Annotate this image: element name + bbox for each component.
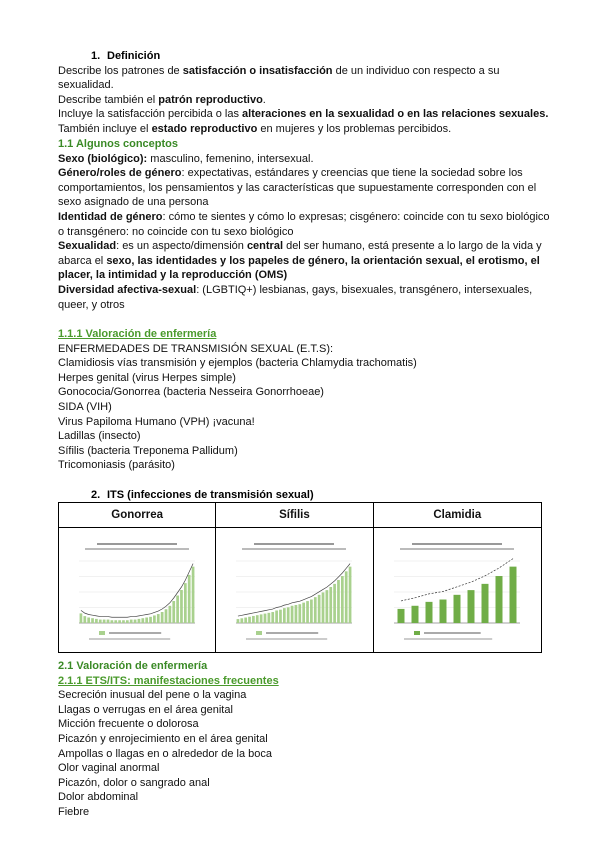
definition-line: Describe los patrones de satisfacción o insatisfacción de un individuo con respecto a su sexualidad. xyxy=(58,64,500,92)
legend-swatch xyxy=(99,631,105,635)
chart-bar xyxy=(165,609,168,623)
chart-bar xyxy=(103,620,106,623)
section-2-heading: 2. ITS (infecciones de transmisión sexual) xyxy=(91,489,314,501)
chart-bar xyxy=(241,618,244,623)
chart-trend-line xyxy=(238,564,350,616)
list-item: Virus Papiloma Humano (VPH) ¡vacuna! xyxy=(58,415,255,428)
sifilis-chart xyxy=(224,535,364,645)
chart-bar xyxy=(276,610,279,623)
chart-caption-line xyxy=(97,543,177,545)
chart-bar xyxy=(482,584,489,623)
chart-bar xyxy=(91,618,94,623)
list-item: Picazón, dolor o sangrado anal xyxy=(58,776,210,789)
chart-bar xyxy=(188,575,191,623)
chart-bar xyxy=(260,614,263,623)
chart-bar xyxy=(157,614,160,623)
chart-bar xyxy=(84,616,87,623)
chart-bar xyxy=(398,609,405,623)
chart-bar xyxy=(99,620,102,623)
section-1 xyxy=(58,49,558,137)
definition-line: También incluye el estado reproductivo en mujeres y los problemas percibidos. xyxy=(58,122,452,135)
chart-caption-line xyxy=(242,548,346,550)
legend-swatch xyxy=(414,631,420,635)
list-item: Tricomoniasis (parásito) xyxy=(58,459,175,472)
gonorrea-chart xyxy=(67,535,207,645)
chart-bar xyxy=(80,613,83,623)
valoracion-1-section xyxy=(58,327,558,473)
chart-bar xyxy=(169,606,172,623)
table-header-sifilis: Sífilis xyxy=(216,503,373,528)
chart-bar xyxy=(496,576,503,623)
chart-bar xyxy=(341,576,344,623)
list-item: Olor vaginal anormal xyxy=(58,762,160,775)
chart-bar xyxy=(192,567,195,623)
chart-bar xyxy=(338,580,341,623)
chart-bar xyxy=(299,604,302,623)
chart-bar xyxy=(326,590,329,623)
chart-cell-clamidia xyxy=(373,528,541,653)
chart-bar xyxy=(180,590,183,623)
chart-bar xyxy=(111,620,114,623)
chart-bar xyxy=(310,600,313,623)
list-item: Clamidiosis vías transmisión y ejemplos (bacteria Chlamydia trachomatis) xyxy=(58,357,417,370)
chart-bar xyxy=(287,607,290,623)
list-item: Ladillas (insecto) xyxy=(58,430,141,443)
concept-sexualidad: Sexualidad: es un aspecto/dimensión central del ser humano, está presente a lo largo de la vida y abarca el sexo, las identidades y los papeles de género, la orientación sexual, el erotismo, el placer, la intimidad y la reproducción (OMS) xyxy=(58,240,542,282)
chart-caption-line xyxy=(254,543,334,545)
concepts-heading: 1.1 Algunos conceptos xyxy=(58,138,179,150)
chart-bar xyxy=(184,583,187,623)
table-header-gonorrea: Gonorrea xyxy=(59,503,216,528)
chart-bar xyxy=(318,595,321,623)
source-text-line xyxy=(404,638,492,640)
chart-caption-line xyxy=(400,548,514,550)
list-item: Dolor abdominal xyxy=(58,791,139,804)
chart-bar xyxy=(149,617,152,623)
list-item: SIDA (VIH) xyxy=(58,400,112,413)
chart-bar xyxy=(314,597,317,623)
chart-bar xyxy=(130,620,133,623)
legend-text-line xyxy=(266,632,318,634)
concept-genero: Género/roles de género: expectativas, estándares y creencias que tiene la sociedad sobre los comportamientos, los pensamientos y las características que supuestamente corresponden con el sexo asignado de una persona xyxy=(58,167,537,209)
source-text-line xyxy=(246,638,327,640)
chart-bar xyxy=(268,613,271,623)
chart-bar xyxy=(249,617,252,623)
chart-bar xyxy=(245,618,248,623)
chart-bar xyxy=(303,603,306,623)
valoracion-2-subheading: 2.1.1 ETS/ITS: manifestaciones frecuentes xyxy=(58,674,279,687)
chart-bar xyxy=(291,606,294,623)
chart-cell-gonorrea xyxy=(59,528,216,653)
list-item: Secreción inusual del pene o la vagina xyxy=(58,689,247,702)
ets-list xyxy=(58,342,558,473)
definition-line: Incluye la satisfacción percibida o las alteraciones en la sexualidad o en las relaciones sexuales. xyxy=(58,108,549,121)
concept-diversidad: Diversidad afectiva-sexual: (LGBTIQ+) lesbianas, gays, bisexuales, transgénero, intersexuales, queer, y otros xyxy=(58,283,533,311)
chart-bar xyxy=(510,567,517,623)
chart-bar xyxy=(264,614,267,623)
chart-bar xyxy=(334,584,337,623)
chart-caption-line xyxy=(85,548,189,550)
list-item: Herpes genital (virus Herpes simple) xyxy=(58,371,236,384)
concept-sexo: Sexo (biológico): masculino, femenino, intersexual. xyxy=(58,152,314,165)
chart-bar xyxy=(349,567,352,623)
chart-bar xyxy=(295,605,298,623)
list-item: Micción frecuente o dolorosa xyxy=(58,718,199,731)
definition-line: Describe también el patrón reproductivo. xyxy=(58,93,266,106)
chart-bar xyxy=(454,595,461,623)
chart-bar xyxy=(345,571,348,623)
chart-bar xyxy=(252,616,255,623)
valoracion-1-heading: 1.1.1 Valoración de enfermería xyxy=(58,328,217,340)
chart-bar xyxy=(134,620,137,623)
chart-bar xyxy=(107,620,110,623)
chart-bar xyxy=(118,620,121,623)
chart-bar xyxy=(272,612,275,623)
its-table xyxy=(58,502,542,653)
legend-text-line xyxy=(109,632,161,634)
chart-bar xyxy=(283,608,286,623)
chart-bar xyxy=(256,615,259,623)
list-item: Gonococia/Gonorrea (bacteria Nesseira Gonorrhoeae) xyxy=(58,386,324,399)
clamidia-chart xyxy=(382,535,532,645)
chart-bar xyxy=(122,620,125,623)
chart-bar xyxy=(87,618,90,623)
chart-bar xyxy=(176,596,179,623)
chart-bar xyxy=(115,620,118,623)
section-1-body xyxy=(58,64,558,137)
chart-bar xyxy=(412,606,419,623)
section-2 xyxy=(58,488,558,503)
chart-bar xyxy=(426,602,433,623)
chart-bar xyxy=(322,592,325,623)
chart-bar xyxy=(95,619,98,623)
chart-cell-sifilis xyxy=(216,528,373,653)
legend-swatch xyxy=(256,631,262,635)
list-item: Picazón y enrojecimiento en el área genital xyxy=(58,732,268,745)
section-1-heading: 1. Definición xyxy=(91,50,161,62)
chart-bar xyxy=(153,615,156,623)
manifestaciones-list xyxy=(58,688,558,819)
chart-bar xyxy=(440,600,447,623)
chart-bar xyxy=(126,620,129,623)
chart-bar xyxy=(330,587,333,623)
chart-caption-line xyxy=(412,543,502,545)
legend-text-line xyxy=(424,632,481,634)
chart-bar xyxy=(145,618,148,623)
concepts-section xyxy=(58,137,558,312)
list-item: ENFERMEDADES DE TRANSMISIÓN SEXUAL (E.T.S): xyxy=(58,342,334,355)
chart-bar xyxy=(173,601,176,623)
chart-bar xyxy=(280,610,283,623)
chart-bar xyxy=(307,601,310,623)
list-item: Fiebre xyxy=(58,805,90,818)
list-item: Ampollas o llagas en o alrededor de la boca xyxy=(58,747,273,760)
list-item: Sífilis (bacteria Treponema Pallidum) xyxy=(58,444,238,457)
chart-bar xyxy=(142,618,145,623)
chart-bar xyxy=(138,619,141,623)
chart-bar xyxy=(161,612,164,623)
source-text-line xyxy=(89,638,170,640)
chart-bar xyxy=(237,619,240,623)
valoracion-2-section xyxy=(58,659,558,820)
concept-identidad: Identidad de género: cómo te sientes y cómo lo expresas; cisgénero: coincide con tu sexo biológico o transgénero: no coincide con tu sexo biológico xyxy=(58,210,550,238)
list-item: Llagas o verrugas en el área genital xyxy=(58,703,233,716)
valoracion-2-heading: 2.1 Valoración de enfermería xyxy=(58,660,208,672)
table-header-clamidia: Clamidia xyxy=(373,503,541,528)
chart-bar xyxy=(468,590,475,623)
